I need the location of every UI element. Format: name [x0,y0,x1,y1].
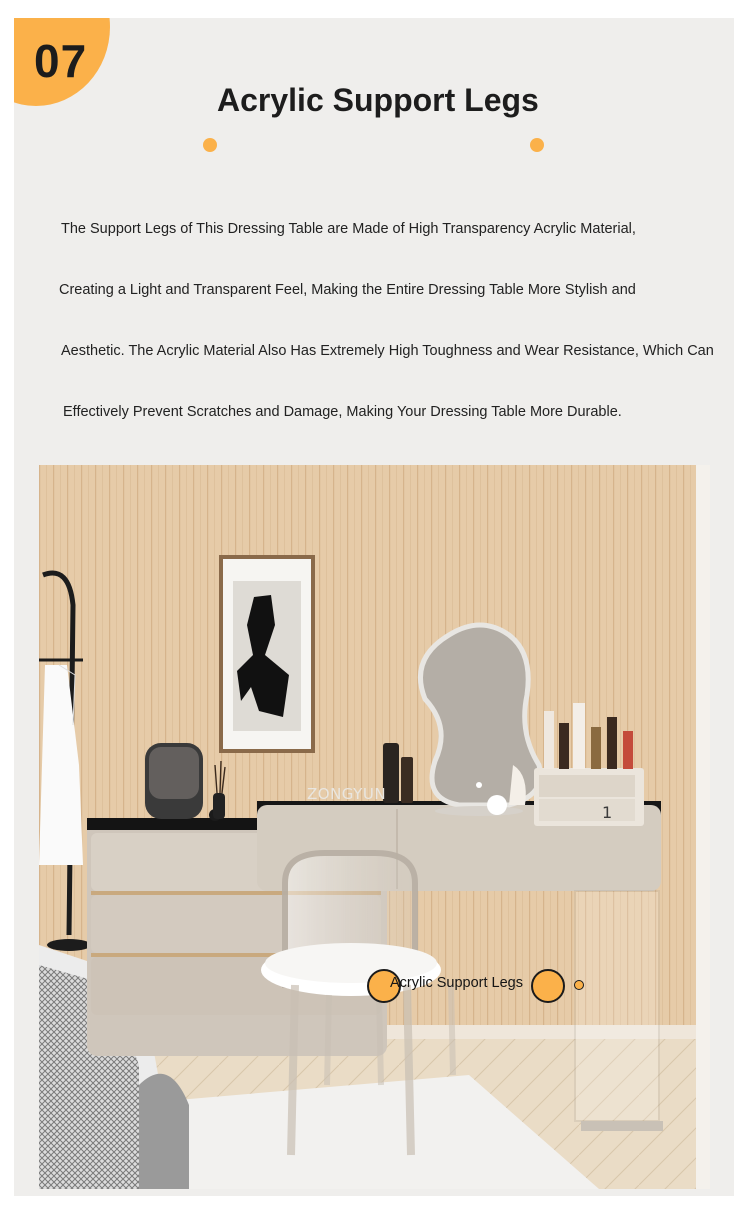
product-photo [39,465,710,1189]
description-line-4: Effectively Prevent Scratches and Damage, Making Your Dressing Table More Durable. [63,404,622,420]
drawer-number: 1 [602,803,613,822]
section-number: 07 [34,35,88,87]
dressing-table-scene [39,465,710,1189]
feature-card [14,18,734,1196]
section-badge [14,18,110,106]
title-accent-dot-right [530,138,544,152]
section-title: Acrylic Support Legs [217,82,539,118]
description-line-3: Aesthetic. The Acrylic Material Also Has Extremely High Toughness and Wear Resistance, Which Can [61,343,714,359]
callout-label: Acrylic Support Legs [390,975,523,991]
title-accent-dot-left [203,138,217,152]
callout-marker-small [574,980,584,990]
callout-marker-right [531,969,565,1003]
callout-acrylic-legs [367,969,597,1003]
description-line-2: Creating a Light and Transparent Feel, Making the Entire Dressing Table More Stylish and [59,282,636,298]
brand-mark: ZONGYUN [307,785,387,803]
description-line-1: The Support Legs of This Dressing Table are Made of High Transparency Acrylic Material, [61,221,636,237]
